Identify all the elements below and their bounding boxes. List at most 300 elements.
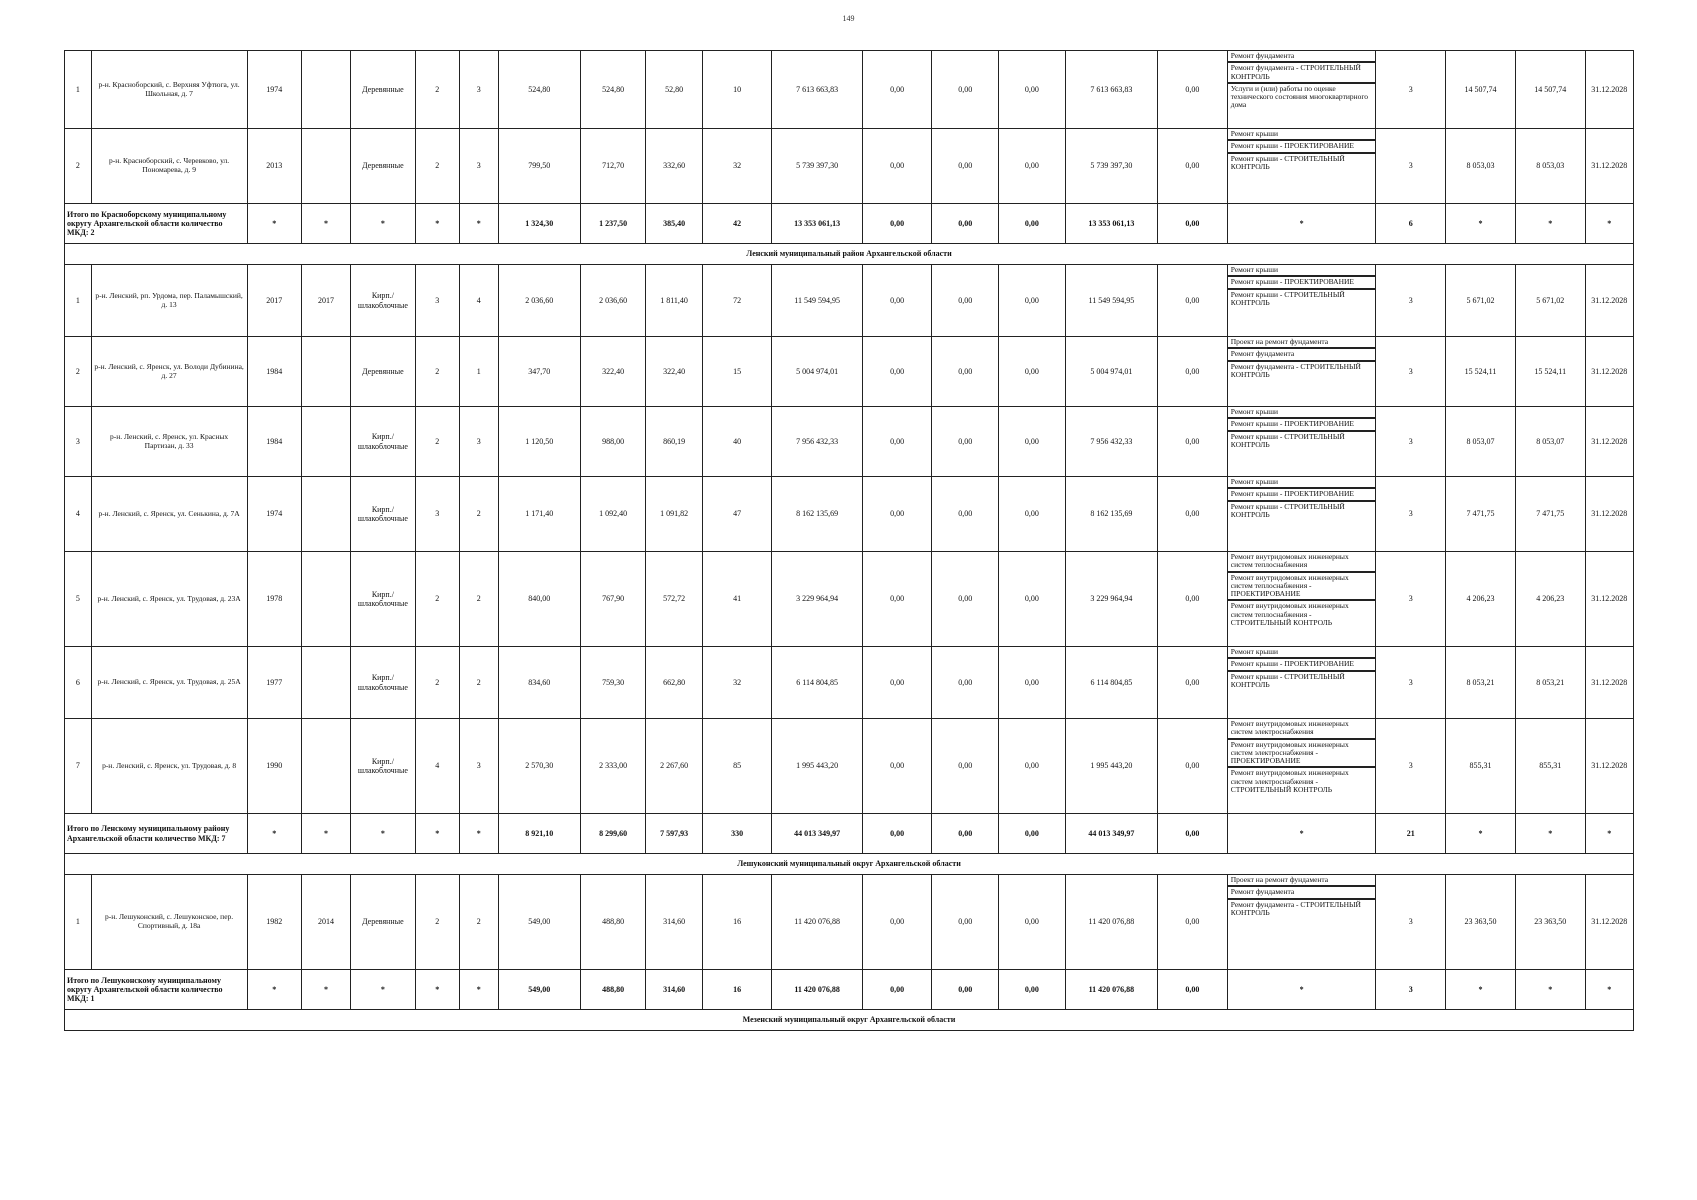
completion-date-cell: 31.12.2028	[1585, 719, 1633, 814]
fund-local-cell: 0,00	[999, 552, 1066, 647]
area-living-cell: 860,19	[646, 407, 702, 477]
fund-owners-cell: 7 613 663,83	[1065, 51, 1157, 129]
fund-federal-cell: 0,00	[862, 552, 932, 647]
fund-federal-cell: 0,00	[862, 477, 932, 552]
fund-local-cell: 0,00	[999, 477, 1066, 552]
placeholder-cell: *	[415, 814, 459, 854]
entrances-cell: 2	[459, 477, 498, 552]
placeholder-cell: *	[351, 814, 416, 854]
area-living-cell: 314,60	[646, 875, 702, 970]
work-type-item: Ремонт внутридомовых инженерных систем электроснабжения - ПРОЕКТИРОВАНИЕ	[1228, 740, 1376, 769]
unit-cost-limit-cell: 8 053,03	[1515, 129, 1585, 204]
floors-cell: 2	[415, 337, 459, 407]
fund-local-cell: 0,00	[999, 407, 1066, 477]
total-row	[65, 970, 1634, 1010]
total-area-living: 385,40	[646, 204, 702, 244]
total-area-living: 314,60	[646, 970, 702, 1010]
residents-cell: 15	[702, 337, 772, 407]
address-cell: р-н. Ленский, с. Яренск, ул. Трудовая, д. 8	[91, 719, 247, 814]
year-repair-cell	[301, 51, 350, 129]
completion-date-cell: 31.12.2028	[1585, 51, 1633, 129]
unit-cost-cell: 855,31	[1446, 719, 1516, 814]
work-type-item: Ремонт крыши - СТРОИТЕЛЬНЫЙ КОНТРОЛЬ	[1230, 289, 1345, 307]
area-living-cell: 332,60	[646, 129, 702, 204]
total-fund-local: 0,00	[999, 814, 1066, 854]
total-fund-regional: 0,00	[932, 204, 999, 244]
area-residential-cell: 1 092,40	[580, 477, 646, 552]
year-built-cell: 1982	[247, 875, 301, 970]
work-count-cell: 3	[1376, 477, 1446, 552]
address-cell: р-н. Ленский, с. Яренск, ул. Трудовая, д. 23А	[91, 552, 247, 647]
work-type-item: Ремонт крыши - СТРОИТЕЛЬНЫЙ КОНТРОЛЬ	[1230, 671, 1345, 689]
total-area-residential: 1 237,50	[580, 204, 646, 244]
total-work-count: 6	[1376, 204, 1446, 244]
wall-material-cell: Кирп./ шлакоблочные	[351, 477, 416, 552]
work-types-cell	[1227, 552, 1376, 647]
work-types-cell	[1227, 51, 1376, 129]
address-cell: р-н. Ленский, с. Яренск, ул. Трудовая, д. 25А	[91, 647, 247, 719]
table-row	[65, 719, 1634, 814]
fund-other-cell: 0,00	[1158, 129, 1228, 204]
placeholder-cell: *	[247, 814, 301, 854]
placeholder-cell: *	[1585, 970, 1633, 1010]
address-cell: р-н. Красноборский, с. Черевково, ул. Пономарева, д. 9	[91, 129, 247, 204]
section-header-row	[65, 1010, 1634, 1031]
total-area-total: 8 921,10	[498, 814, 580, 854]
area-total-cell: 1 171,40	[498, 477, 580, 552]
unit-cost-limit-cell: 4 206,23	[1515, 552, 1585, 647]
placeholder-cell: *	[1585, 204, 1633, 244]
placeholder-cell: *	[247, 970, 301, 1010]
area-total-cell: 524,80	[498, 51, 580, 129]
residents-cell: 47	[702, 477, 772, 552]
work-type-item: Ремонт внутридомовых инженерных систем теплоснабжения	[1228, 552, 1376, 573]
fund-owners-cell: 11 420 076,88	[1065, 875, 1157, 970]
row-number: 7	[65, 719, 92, 814]
row-number: 3	[65, 407, 92, 477]
fund-local-cell: 0,00	[999, 51, 1066, 129]
total-work-count: 3	[1376, 970, 1446, 1010]
unit-cost-limit-cell: 7 471,75	[1515, 477, 1585, 552]
area-living-cell: 662,80	[646, 647, 702, 719]
unit-cost-cell: 7 471,75	[1446, 477, 1516, 552]
total-fund-local: 0,00	[999, 204, 1066, 244]
unit-cost-cell: 8 053,03	[1446, 129, 1516, 204]
cost-total-cell: 5 004 974,01	[772, 337, 862, 407]
work-types-cell	[1227, 719, 1376, 814]
row-number: 4	[65, 477, 92, 552]
fund-owners-cell: 11 549 594,95	[1065, 265, 1157, 337]
table-row	[65, 875, 1634, 970]
fund-local-cell: 0,00	[999, 265, 1066, 337]
table-row	[65, 477, 1634, 552]
work-type-item: Ремонт крыши	[1228, 129, 1376, 141]
work-types-list	[1228, 337, 1376, 380]
cost-total-cell: 5 739 397,30	[772, 129, 862, 204]
fund-regional-cell: 0,00	[932, 552, 999, 647]
register-body	[65, 51, 1634, 1031]
placeholder-cell: *	[1515, 970, 1585, 1010]
residents-cell: 40	[702, 407, 772, 477]
total-cost: 44 013 349,97	[772, 814, 862, 854]
total-area-total: 1 324,30	[498, 204, 580, 244]
unit-cost-limit-cell: 14 507,74	[1515, 51, 1585, 129]
fund-regional-cell: 0,00	[932, 875, 999, 970]
total-cost: 11 420 076,88	[772, 970, 862, 1010]
residents-cell: 72	[702, 265, 772, 337]
year-built-cell: 1974	[247, 477, 301, 552]
fund-local-cell: 0,00	[999, 875, 1066, 970]
work-types-list	[1228, 875, 1376, 918]
entrances-cell: 2	[459, 552, 498, 647]
fund-local-cell: 0,00	[999, 129, 1066, 204]
total-work-count: 21	[1376, 814, 1446, 854]
placeholder-cell: *	[1515, 204, 1585, 244]
fund-regional-cell: 0,00	[932, 265, 999, 337]
wall-material-cell: Кирп./ шлакоблочные	[351, 552, 416, 647]
row-number: 1	[65, 875, 92, 970]
work-types-list	[1228, 407, 1376, 450]
work-type-item: Ремонт крыши	[1228, 477, 1376, 489]
unit-cost-cell: 8 053,07	[1446, 407, 1516, 477]
floors-cell: 2	[415, 51, 459, 129]
work-type-item: Ремонт фундамента	[1228, 349, 1376, 361]
area-living-cell: 1 091,82	[646, 477, 702, 552]
placeholder-cell: *	[1227, 970, 1376, 1010]
floors-cell: 2	[415, 129, 459, 204]
cost-total-cell: 7 956 432,33	[772, 407, 862, 477]
table-row	[65, 265, 1634, 337]
work-types-list	[1228, 129, 1376, 172]
work-type-item: Ремонт фундамента - СТРОИТЕЛЬНЫЙ КОНТРОЛЬ	[1230, 899, 1361, 917]
work-type-item: Услуги и (или) работы по оценке технического состояния многоквартирного дома	[1230, 83, 1369, 110]
floors-cell: 4	[415, 719, 459, 814]
area-living-cell: 572,72	[646, 552, 702, 647]
work-type-item: Ремонт крыши - ПРОЕКТИРОВАНИЕ	[1228, 489, 1376, 501]
area-residential-cell: 712,70	[580, 129, 646, 204]
total-row	[65, 204, 1634, 244]
total-fund-other: 0,00	[1158, 204, 1228, 244]
row-number: 2	[65, 337, 92, 407]
fund-other-cell: 0,00	[1158, 337, 1228, 407]
work-type-item: Проект на ремонт фундамента	[1228, 337, 1376, 349]
fund-other-cell: 0,00	[1158, 647, 1228, 719]
fund-other-cell: 0,00	[1158, 51, 1228, 129]
total-area-living: 7 597,93	[646, 814, 702, 854]
placeholder-cell: *	[1446, 814, 1516, 854]
total-fund-other: 0,00	[1158, 970, 1228, 1010]
area-living-cell: 2 267,60	[646, 719, 702, 814]
address-cell: р-н. Ленский, с. Яренск, ул. Сенькина, д. 7А	[91, 477, 247, 552]
year-repair-cell	[301, 337, 350, 407]
unit-cost-limit-cell: 855,31	[1515, 719, 1585, 814]
work-count-cell: 3	[1376, 875, 1446, 970]
unit-cost-limit-cell: 15 524,11	[1515, 337, 1585, 407]
fund-regional-cell: 0,00	[932, 719, 999, 814]
total-fund-owners: 13 353 061,13	[1065, 204, 1157, 244]
year-built-cell: 2017	[247, 265, 301, 337]
work-count-cell: 3	[1376, 407, 1446, 477]
cost-total-cell: 11 549 594,95	[772, 265, 862, 337]
area-total-cell: 2 036,60	[498, 265, 580, 337]
area-living-cell: 322,40	[646, 337, 702, 407]
work-count-cell: 3	[1376, 265, 1446, 337]
floors-cell: 3	[415, 477, 459, 552]
table-row	[65, 407, 1634, 477]
year-repair-cell: 2017	[301, 265, 350, 337]
fund-other-cell: 0,00	[1158, 407, 1228, 477]
unit-cost-cell: 23 363,50	[1446, 875, 1516, 970]
work-types-cell	[1227, 647, 1376, 719]
total-fund-owners: 11 420 076,88	[1065, 970, 1157, 1010]
address-cell: р-н. Лешуконский, с. Лешуконское, пер. Спортивный, д. 18а	[91, 875, 247, 970]
fund-federal-cell: 0,00	[862, 265, 932, 337]
fund-other-cell: 0,00	[1158, 265, 1228, 337]
placeholder-cell: *	[459, 814, 498, 854]
entrances-cell: 4	[459, 265, 498, 337]
total-label: Итого по Красноборскому муниципальному округу Архангельской области количество МКД: 2	[65, 204, 248, 244]
area-living-cell: 52,80	[646, 51, 702, 129]
completion-date-cell: 31.12.2028	[1585, 477, 1633, 552]
section-title: Лешуконский муниципальный округ Архангельской области	[65, 854, 1634, 875]
work-types-list	[1228, 477, 1376, 520]
unit-cost-cell: 15 524,11	[1446, 337, 1516, 407]
work-types-list	[1228, 51, 1376, 111]
completion-date-cell: 31.12.2028	[1585, 552, 1633, 647]
work-types-cell	[1227, 477, 1376, 552]
fund-regional-cell: 0,00	[932, 407, 999, 477]
cost-total-cell: 7 613 663,83	[772, 51, 862, 129]
total-area-residential: 8 299,60	[580, 814, 646, 854]
year-built-cell: 1990	[247, 719, 301, 814]
work-types-cell	[1227, 129, 1376, 204]
area-total-cell: 834,60	[498, 647, 580, 719]
total-cost: 13 353 061,13	[772, 204, 862, 244]
year-repair-cell: 2014	[301, 875, 350, 970]
fund-other-cell: 0,00	[1158, 477, 1228, 552]
entrances-cell: 3	[459, 719, 498, 814]
work-type-item: Ремонт фундамента	[1228, 51, 1376, 63]
work-count-cell: 3	[1376, 337, 1446, 407]
work-types-list	[1228, 265, 1376, 308]
work-type-item: Ремонт крыши - СТРОИТЕЛЬНЫЙ КОНТРОЛЬ	[1230, 431, 1345, 449]
row-number: 1	[65, 265, 92, 337]
work-type-item: Ремонт крыши	[1228, 265, 1376, 277]
placeholder-cell: *	[351, 970, 416, 1010]
fund-owners-cell: 5 739 397,30	[1065, 129, 1157, 204]
entrances-cell: 3	[459, 51, 498, 129]
total-fund-federal: 0,00	[862, 204, 932, 244]
cost-total-cell: 3 229 964,94	[772, 552, 862, 647]
year-repair-cell	[301, 719, 350, 814]
register-table	[64, 50, 1634, 1031]
placeholder-cell: *	[351, 204, 416, 244]
work-count-cell: 3	[1376, 719, 1446, 814]
total-label: Итого по Ленскому муниципальному району Архангельской области количество МКД: 7	[65, 814, 248, 854]
fund-federal-cell: 0,00	[862, 51, 932, 129]
year-built-cell: 1984	[247, 337, 301, 407]
unit-cost-limit-cell: 8 053,21	[1515, 647, 1585, 719]
entrances-cell: 2	[459, 875, 498, 970]
fund-regional-cell: 0,00	[932, 647, 999, 719]
year-built-cell: 1984	[247, 407, 301, 477]
table-row	[65, 51, 1634, 129]
fund-regional-cell: 0,00	[932, 337, 999, 407]
fund-local-cell: 0,00	[999, 647, 1066, 719]
placeholder-cell: *	[1227, 814, 1376, 854]
unit-cost-cell: 4 206,23	[1446, 552, 1516, 647]
work-types-cell	[1227, 875, 1376, 970]
wall-material-cell: Деревянные	[351, 51, 416, 129]
total-row	[65, 814, 1634, 854]
total-fund-federal: 0,00	[862, 970, 932, 1010]
year-built-cell: 1978	[247, 552, 301, 647]
entrances-cell: 2	[459, 647, 498, 719]
section-title: Мезенский муниципальный округ Архангельской области	[65, 1010, 1634, 1031]
area-residential-cell: 988,00	[580, 407, 646, 477]
placeholder-cell: *	[301, 204, 350, 244]
placeholder-cell: *	[1515, 814, 1585, 854]
wall-material-cell: Кирп./ шлакоблочные	[351, 265, 416, 337]
fund-owners-cell: 5 004 974,01	[1065, 337, 1157, 407]
total-residents: 330	[702, 814, 772, 854]
area-total-cell: 840,00	[498, 552, 580, 647]
section-title: Ленский муниципальный район Архангельской области	[65, 244, 1634, 265]
row-number: 1	[65, 51, 92, 129]
work-type-item: Ремонт фундамента - СТРОИТЕЛЬНЫЙ КОНТРОЛЬ	[1230, 361, 1361, 379]
work-type-item: Ремонт крыши - ПРОЕКТИРОВАНИЕ	[1228, 141, 1376, 153]
work-type-item: Ремонт крыши	[1228, 647, 1376, 659]
placeholder-cell: *	[1585, 814, 1633, 854]
row-number: 5	[65, 552, 92, 647]
unit-cost-cell: 8 053,21	[1446, 647, 1516, 719]
fund-other-cell: 0,00	[1158, 552, 1228, 647]
cost-total-cell: 1 995 443,20	[772, 719, 862, 814]
completion-date-cell: 31.12.2028	[1585, 129, 1633, 204]
work-types-cell	[1227, 265, 1376, 337]
total-fund-regional: 0,00	[932, 814, 999, 854]
section-header-row	[65, 854, 1634, 875]
area-residential-cell: 2 333,00	[580, 719, 646, 814]
cost-total-cell: 11 420 076,88	[772, 875, 862, 970]
fund-local-cell: 0,00	[999, 337, 1066, 407]
cost-total-cell: 8 162 135,69	[772, 477, 862, 552]
placeholder-cell: *	[1227, 204, 1376, 244]
fund-owners-cell: 6 114 804,85	[1065, 647, 1157, 719]
page-number: 149	[842, 14, 855, 23]
placeholder-cell: *	[301, 970, 350, 1010]
fund-federal-cell: 0,00	[862, 407, 932, 477]
area-residential-cell: 2 036,60	[580, 265, 646, 337]
wall-material-cell: Деревянные	[351, 129, 416, 204]
wall-material-cell: Кирп./ шлакоблочные	[351, 647, 416, 719]
area-residential-cell: 488,80	[580, 875, 646, 970]
table-row	[65, 552, 1634, 647]
work-type-item: Ремонт внутридомовых инженерных систем теплоснабжения - СТРОИТЕЛЬНЫЙ КОНТРОЛЬ	[1230, 601, 1349, 627]
work-types-cell	[1227, 337, 1376, 407]
address-cell: р-н. Ленский, с. Яренск, ул. Красных Партизан, д. 33	[91, 407, 247, 477]
area-total-cell: 347,70	[498, 337, 580, 407]
work-count-cell: 3	[1376, 552, 1446, 647]
floors-cell: 3	[415, 265, 459, 337]
total-residents: 42	[702, 204, 772, 244]
floors-cell: 2	[415, 647, 459, 719]
fund-federal-cell: 0,00	[862, 719, 932, 814]
work-type-item: Ремонт фундамента	[1228, 887, 1376, 899]
fund-owners-cell: 1 995 443,20	[1065, 719, 1157, 814]
area-residential-cell: 524,80	[580, 51, 646, 129]
year-built-cell: 2013	[247, 129, 301, 204]
fund-federal-cell: 0,00	[862, 647, 932, 719]
unit-cost-cell: 14 507,74	[1446, 51, 1516, 129]
year-built-cell: 1977	[247, 647, 301, 719]
work-type-item: Ремонт крыши - ПРОЕКТИРОВАНИЕ	[1228, 277, 1376, 289]
work-count-cell: 3	[1376, 129, 1446, 204]
work-type-item: Ремонт внутридомовых инженерных систем электроснабжения	[1228, 719, 1376, 740]
completion-date-cell: 31.12.2028	[1585, 337, 1633, 407]
fund-regional-cell: 0,00	[932, 129, 999, 204]
entrances-cell: 3	[459, 407, 498, 477]
unit-cost-limit-cell: 8 053,07	[1515, 407, 1585, 477]
total-fund-federal: 0,00	[862, 814, 932, 854]
fund-local-cell: 0,00	[999, 719, 1066, 814]
work-type-item: Ремонт крыши	[1228, 407, 1376, 419]
year-repair-cell	[301, 477, 350, 552]
year-repair-cell	[301, 407, 350, 477]
fund-other-cell: 0,00	[1158, 719, 1228, 814]
year-repair-cell	[301, 129, 350, 204]
work-type-item: Ремонт внутридомовых инженерных систем электроснабжения - СТРОИТЕЛЬНЫЙ КОНТРОЛЬ	[1230, 768, 1349, 794]
work-types-list	[1228, 719, 1376, 795]
year-repair-cell	[301, 647, 350, 719]
table-row	[65, 337, 1634, 407]
residents-cell: 16	[702, 875, 772, 970]
row-number: 6	[65, 647, 92, 719]
total-fund-owners: 44 013 349,97	[1065, 814, 1157, 854]
work-types-cell	[1227, 407, 1376, 477]
wall-material-cell: Кирп./ шлакоблочные	[351, 719, 416, 814]
area-residential-cell: 322,40	[580, 337, 646, 407]
year-built-cell: 1974	[247, 51, 301, 129]
completion-date-cell: 31.12.2028	[1585, 407, 1633, 477]
work-type-item: Проект на ремонт фундамента	[1228, 875, 1376, 887]
residents-cell: 32	[702, 129, 772, 204]
row-number: 2	[65, 129, 92, 204]
area-total-cell: 799,50	[498, 129, 580, 204]
residents-cell: 41	[702, 552, 772, 647]
work-type-item: Ремонт внутридомовых инженерных систем теплоснабжения - ПРОЕКТИРОВАНИЕ	[1228, 573, 1376, 602]
area-living-cell: 1 811,40	[646, 265, 702, 337]
cost-total-cell: 6 114 804,85	[772, 647, 862, 719]
area-total-cell: 549,00	[498, 875, 580, 970]
wall-material-cell: Кирп./ шлакоблочные	[351, 407, 416, 477]
total-area-residential: 488,80	[580, 970, 646, 1010]
fund-other-cell: 0,00	[1158, 875, 1228, 970]
entrances-cell: 1	[459, 337, 498, 407]
total-fund-local: 0,00	[999, 970, 1066, 1010]
work-type-item: Ремонт фундамента - СТРОИТЕЛЬНЫЙ КОНТРОЛЬ	[1228, 63, 1376, 84]
fund-federal-cell: 0,00	[862, 875, 932, 970]
work-type-item: Ремонт крыши - СТРОИТЕЛЬНЫЙ КОНТРОЛЬ	[1230, 501, 1345, 519]
placeholder-cell: *	[415, 204, 459, 244]
residents-cell: 10	[702, 51, 772, 129]
fund-federal-cell: 0,00	[862, 337, 932, 407]
total-area-total: 549,00	[498, 970, 580, 1010]
placeholder-cell: *	[1446, 204, 1516, 244]
placeholder-cell: *	[301, 814, 350, 854]
floors-cell: 2	[415, 552, 459, 647]
unit-cost-limit-cell: 23 363,50	[1515, 875, 1585, 970]
